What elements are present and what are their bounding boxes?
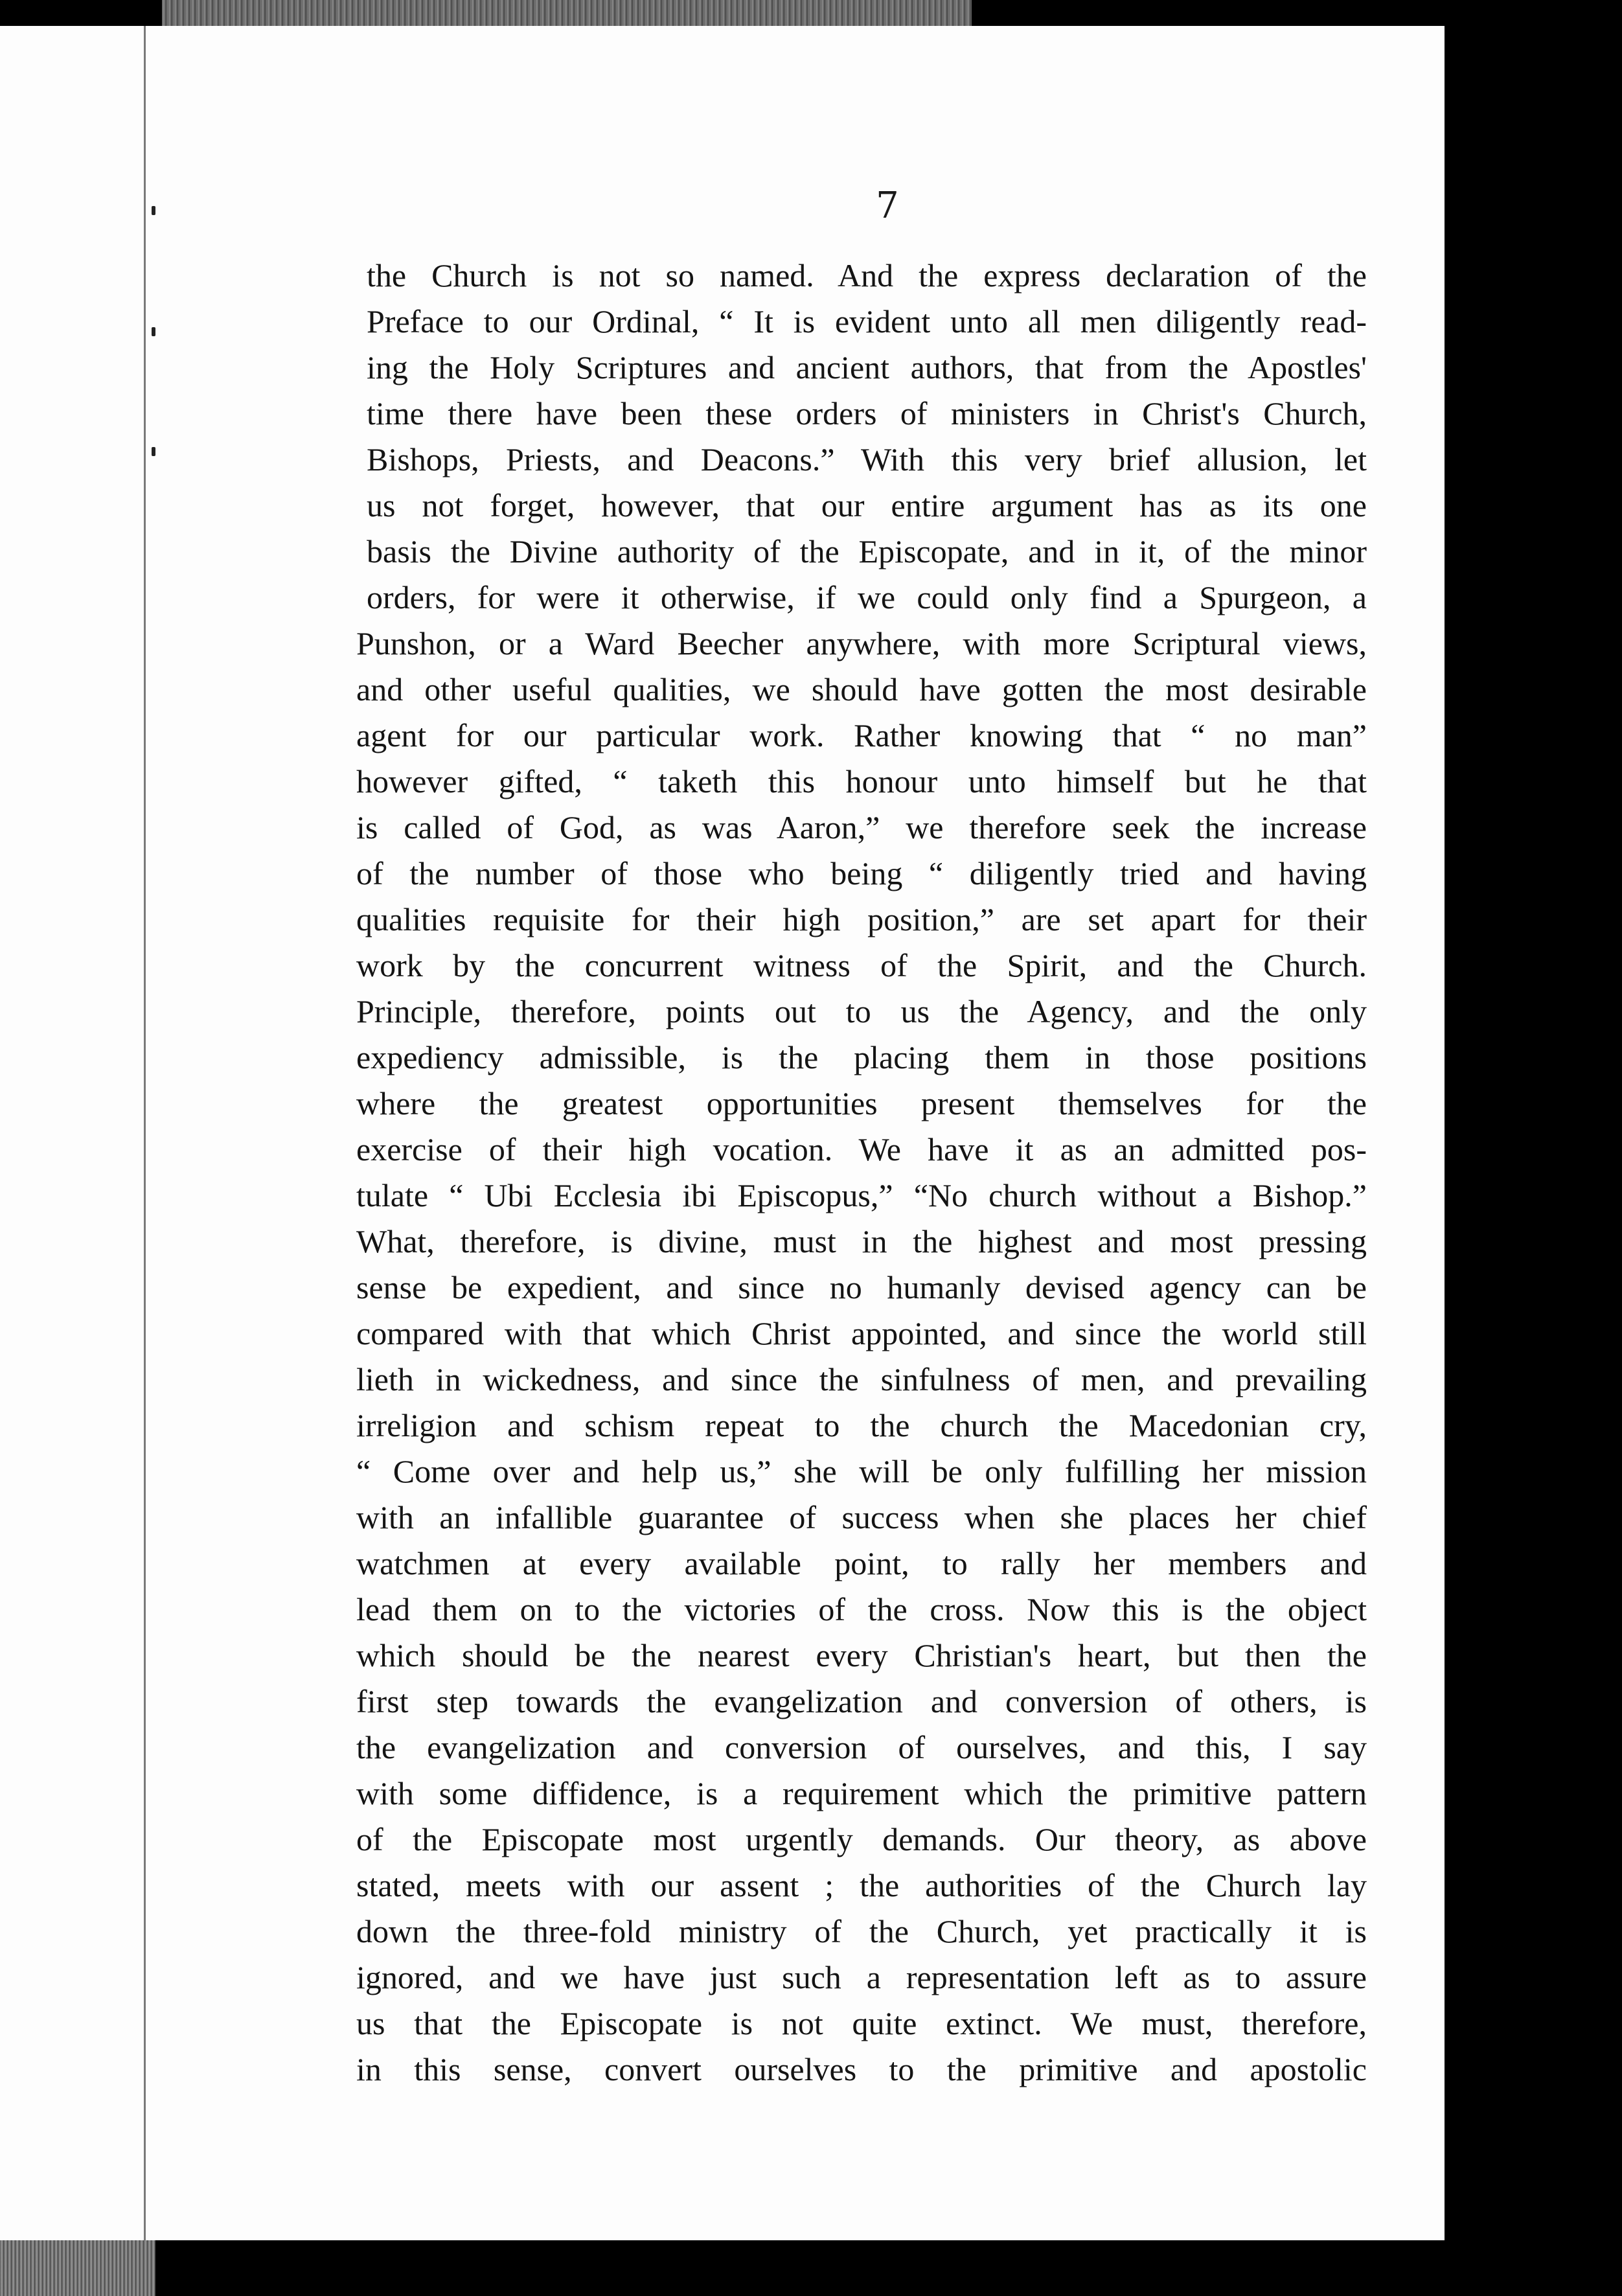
text-line: however gifted, “ taketh this honour unto himself but he that bbox=[356, 763, 1367, 799]
text-line: basis the Divine authority of the Episcopate, and in it, of the minor bbox=[367, 533, 1367, 569]
text-line: Bishops, Priests, and Deacons.” With this very brief allusion, let bbox=[367, 441, 1367, 477]
text-line: “ Come over and help us,” she will be only fulfilling her mission bbox=[356, 1453, 1367, 1489]
text-line: which should be the nearest every Christian's heart, but then the bbox=[356, 1637, 1367, 1673]
scan-right-shadow bbox=[1445, 26, 1622, 2242]
text-line: qualities requisite for their high position,” are set apart for their bbox=[356, 901, 1367, 937]
margin-mark bbox=[152, 447, 155, 456]
text-line: compared with that which Christ appointed, and since the world still bbox=[356, 1315, 1367, 1351]
text-line: expediency admissible, is the placing them in those positions bbox=[356, 1039, 1367, 1075]
text-line: irreligion and schism repeat to the church the Macedonian cry, bbox=[356, 1407, 1367, 1443]
page-gutter-line bbox=[144, 26, 146, 2242]
text-line: lieth in wickedness, and since the sinfulness of men, and prevailing bbox=[356, 1361, 1367, 1397]
text-line: watchmen at every available point, to rally her members and bbox=[356, 1545, 1367, 1581]
text-line: Principle, therefore, points out to us the Agency, and the only bbox=[356, 993, 1367, 1029]
margin-mark bbox=[152, 327, 155, 336]
scan-top-edge bbox=[162, 0, 972, 27]
text-line: work by the concurrent witness of the Spirit, and the Church. bbox=[356, 947, 1367, 983]
text-line: first step towards the evangelization and conversion of others, is bbox=[356, 1683, 1367, 1719]
text-line: tulate “ Ubi Ecclesia ibi Episcopus,” “No church without a Bishop.” bbox=[356, 1177, 1367, 1213]
text-line: stated, meets with our assent ; the authorities of the Church lay bbox=[356, 1867, 1367, 1903]
text-line: is called of God, as was Aaron,” we therefore seek the increase bbox=[356, 809, 1367, 845]
body-text bbox=[356, 253, 1367, 2093]
text-line: sense be expedient, and since no humanly devised agency can be bbox=[356, 1269, 1367, 1305]
text-line: agent for our particular work. Rather knowing that “ no man” bbox=[356, 717, 1367, 753]
text-line: in this sense, convert ourselves to the primitive and apostolic bbox=[356, 2051, 1367, 2087]
text-line: where the greatest opportunities present themselves for the bbox=[356, 1085, 1367, 1121]
text-line: the evangelization and conversion of ourselves, and this, I say bbox=[356, 1729, 1367, 1765]
text-line: ignored, and we have just such a representation left as to assure bbox=[356, 1959, 1367, 1995]
text-line: lead them on to the victories of the cross. Now this is the object bbox=[356, 1591, 1367, 1627]
scan-bottom-strip bbox=[0, 2240, 155, 2296]
text-line: down the three-fold ministry of the Church, yet practically it is bbox=[356, 1913, 1367, 1949]
scan-bottom-edge bbox=[0, 2240, 1622, 2296]
text-line: the Church is not so named. And the express declaration of the bbox=[367, 257, 1367, 293]
text-line: us not forget, however, that our entire argument has as its one bbox=[367, 487, 1367, 523]
text-line: and other useful qualities, we should have gotten the most desirable bbox=[356, 671, 1367, 707]
text-line: time there have been these orders of ministers in Christ's Church, bbox=[367, 395, 1367, 431]
text-line: Punshon, or a Ward Beecher anywhere, with more Scriptural views, bbox=[356, 625, 1367, 661]
text-line: us that the Episcopate is not quite extinct. We must, therefore, bbox=[356, 2005, 1367, 2041]
text-line: of the number of those who being “ diligently tried and having bbox=[356, 855, 1367, 891]
margin-mark bbox=[152, 206, 155, 215]
page-number: 7 bbox=[876, 185, 899, 227]
text-line: exercise of their high vocation. We have it as an admitted pos- bbox=[356, 1131, 1367, 1167]
text-line: with an infallible guarantee of success when she places her chief bbox=[356, 1499, 1367, 1535]
text-line: orders, for were it otherwise, if we could only find a Spurgeon, a bbox=[367, 579, 1367, 615]
text-line: What, therefore, is divine, must in the highest and most pressing bbox=[356, 1223, 1367, 1259]
text-line: ing the Holy Scriptures and ancient authors, that from the Apostles' bbox=[367, 349, 1367, 385]
text-line: Preface to our Ordinal, “ It is evident unto all men diligently read- bbox=[367, 303, 1367, 339]
text-line: with some diffidence, is a requirement which the primitive pattern bbox=[356, 1775, 1367, 1811]
text-line: of the Episcopate most urgently demands. Our theory, as above bbox=[356, 1821, 1367, 1857]
